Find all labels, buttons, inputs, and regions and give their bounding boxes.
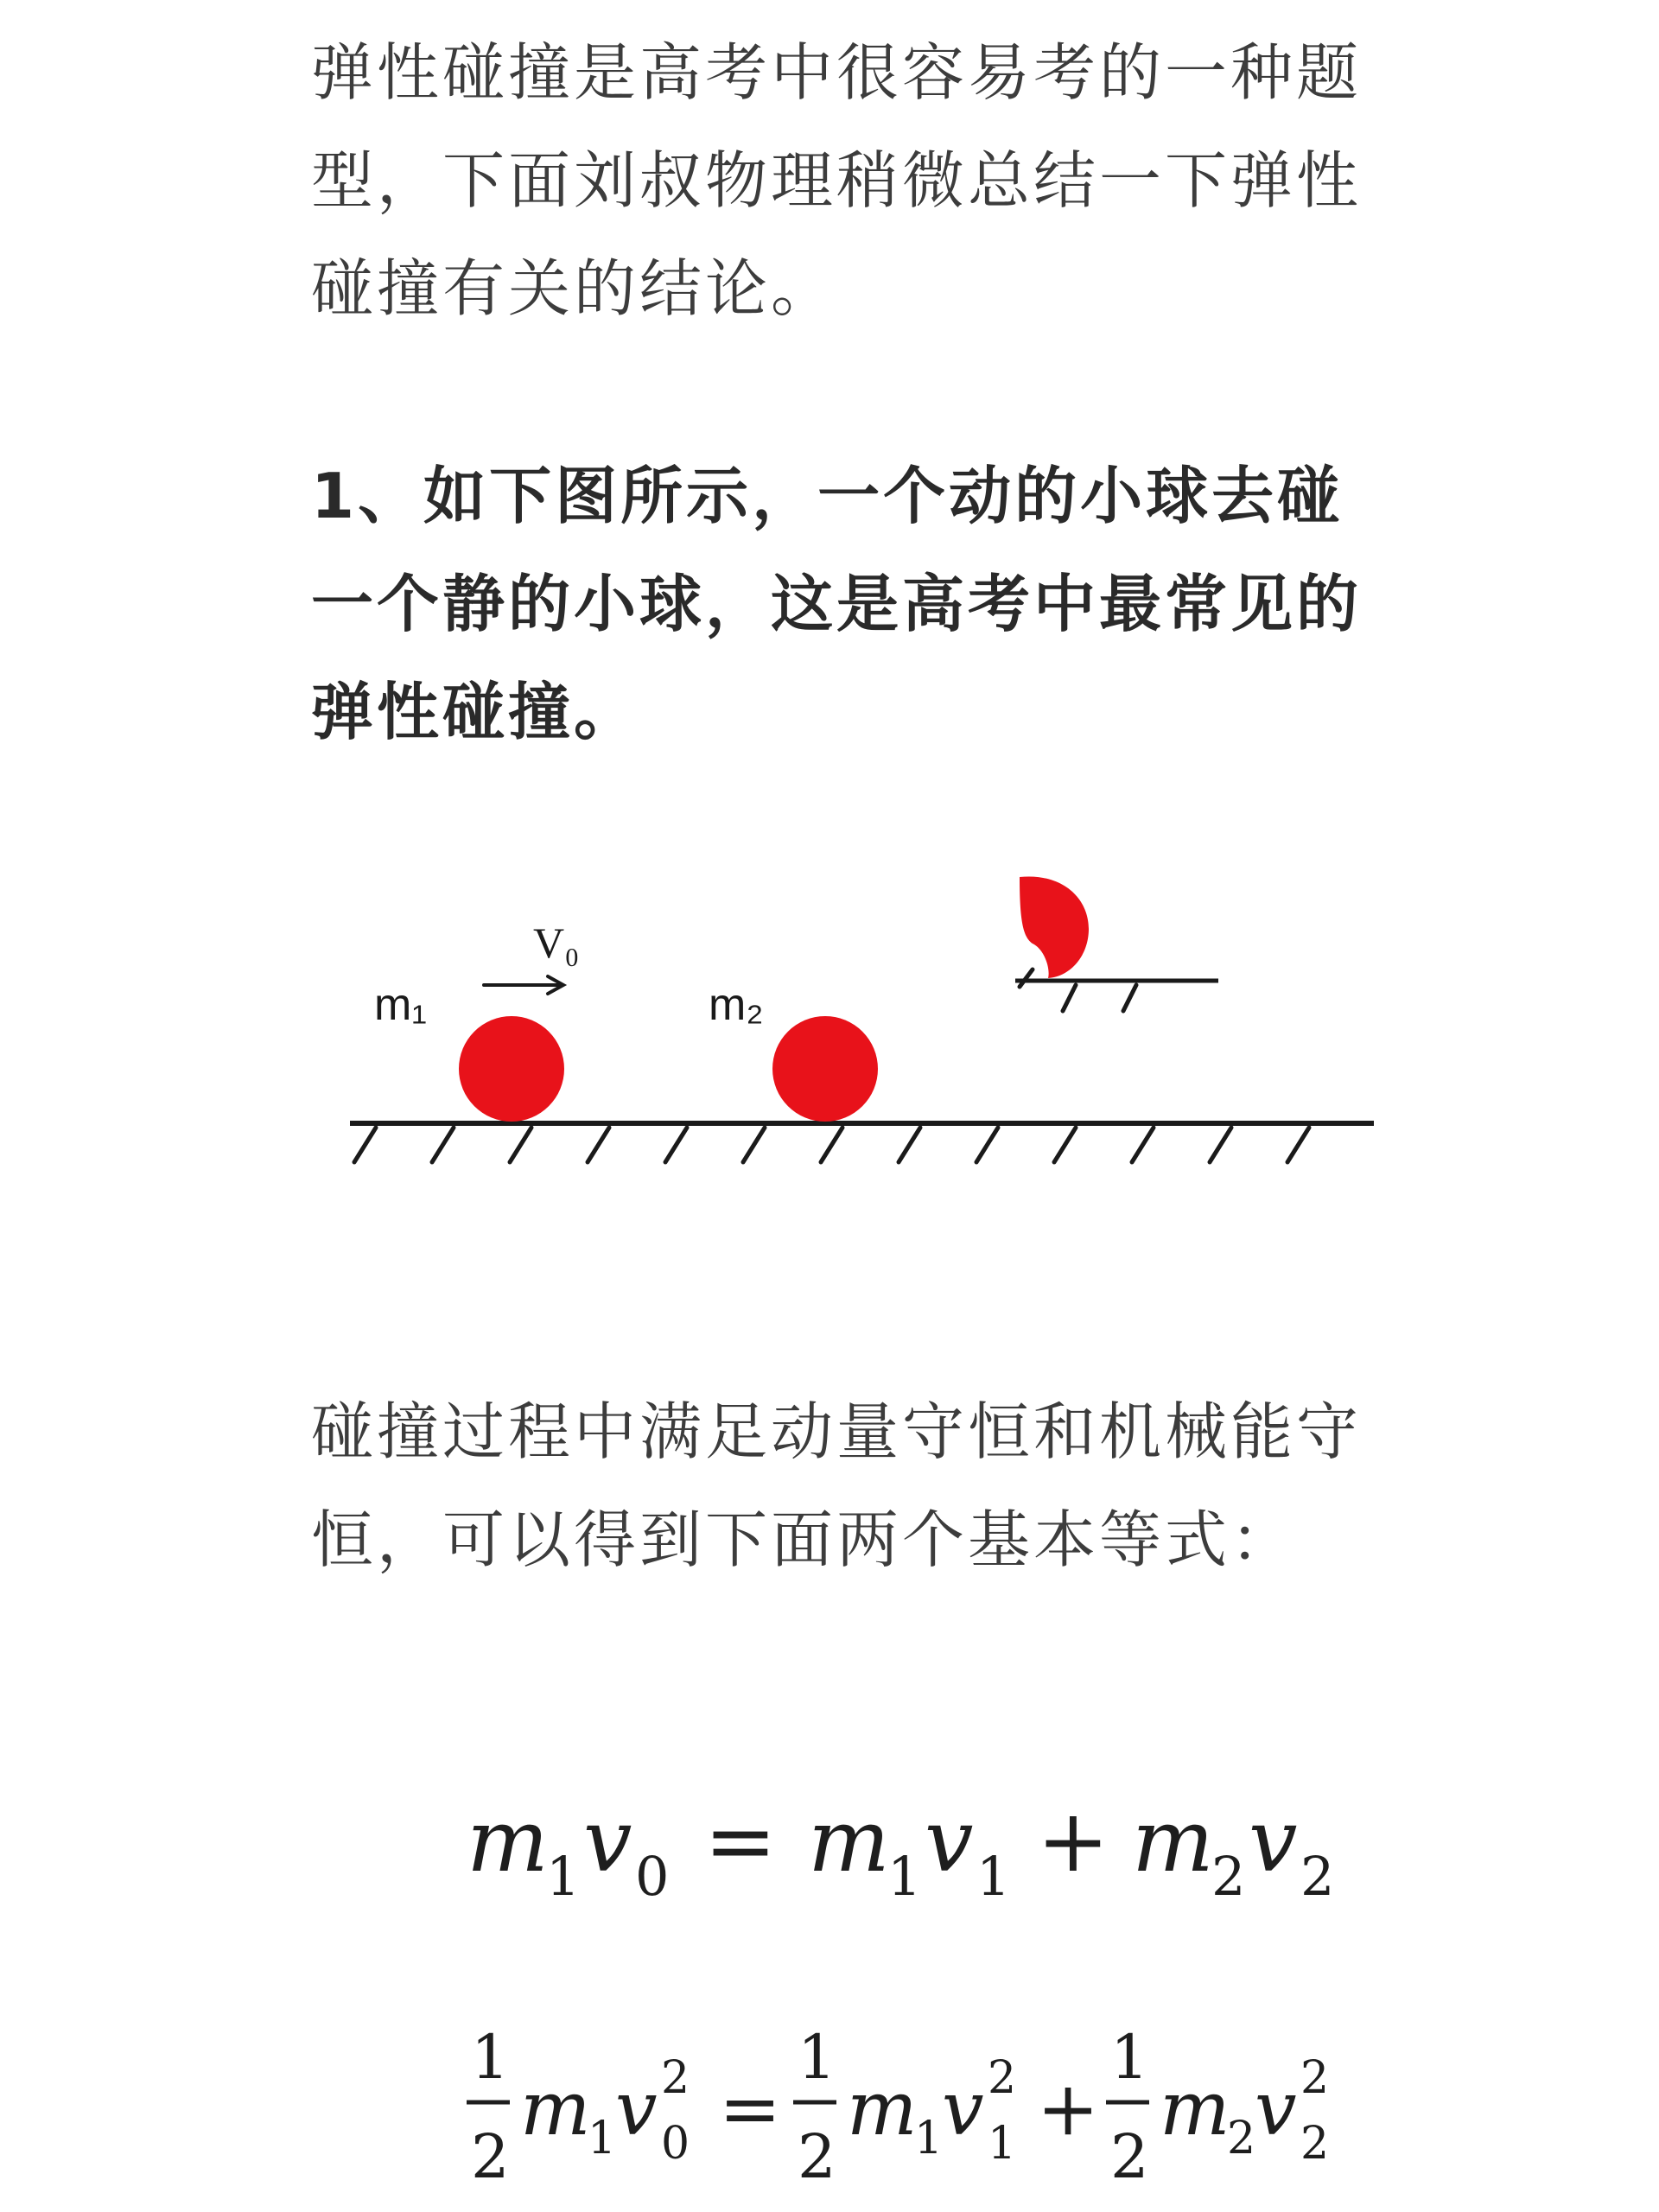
eq2-r1-m: m [847, 2066, 918, 2152]
eq2-lhs-v-sub: 0 [661, 2118, 690, 2170]
eq2-lhs-frac-den: 2 [471, 2121, 510, 2192]
eq2-r1-v: v [942, 2066, 984, 2152]
eq2-r1-m-sub: 1 [914, 2113, 944, 2164]
eq2-r2-m-sub: 2 [1227, 2113, 1256, 2164]
ball-m2 [772, 1016, 878, 1122]
eq2-r1-v-pow: 2 [988, 2052, 1017, 2104]
ball-m2-label: m₂ [709, 980, 764, 1030]
eq1-lhs-m-sub: 1 [546, 1845, 581, 1905]
eq1-r2-m-sub: 2 [1211, 1845, 1246, 1905]
eq1-lhs-m: m [467, 1790, 549, 1891]
collision-diagram [328, 847, 1400, 1227]
ground-hatches [354, 1128, 1309, 1162]
partial-ball [1020, 876, 1089, 978]
eq1-plus: + [1037, 1790, 1109, 1891]
eq1-r1-v: v [925, 1790, 974, 1891]
eq1-equals: = [704, 1790, 777, 1891]
intro-paragraph: 弹性碰撞是高考中很容易考的一种题型，下面刘叔物理稍微总结一下弹性碰撞有关的结论。 [311, 36, 1363, 325]
momentum-equation-svg [467, 1784, 1382, 1905]
momentum-equation [467, 1784, 1382, 1905]
eq1-r1-m: m [808, 1790, 890, 1891]
eq2-plus: + [1037, 2066, 1100, 2152]
ball-m1-label: m₁ [374, 980, 427, 1030]
ledge-hatches [1020, 969, 1136, 1011]
eq1-lhs-v-sub: 0 [635, 1845, 670, 1905]
eq2-equals: = [719, 2066, 782, 2152]
eq2-r2-frac-num: 1 [1110, 2022, 1149, 2093]
velocity-arrow-icon [484, 976, 563, 994]
conservation-paragraph: 碰撞过程中满足动量守恒和机械能守恒，可以得到下面两个基本等式： [311, 1395, 1363, 1576]
eq1-r2-v: v [1249, 1790, 1298, 1891]
eq2-r2-v-pow: 2 [1300, 2052, 1330, 2104]
collision-figure [328, 847, 1400, 1227]
eq2-r2-frac-den: 2 [1110, 2121, 1149, 2192]
eq1-r1-m-sub: 1 [887, 1845, 922, 1905]
eq2-lhs-v-pow: 2 [661, 2052, 690, 2104]
eq2-r1-frac-den: 2 [798, 2121, 836, 2192]
eq2-r2-v: v [1255, 2066, 1297, 2152]
point-1-paragraph: 1、如下图所示，一个动的小球去碰一个静的小球，这是高考中最常见的弹性碰撞。 [311, 460, 1363, 748]
eq2-lhs-m: m [520, 2066, 591, 2152]
energy-equation [467, 2013, 1382, 2195]
eq1-r1-v-sub: 1 [976, 1845, 1011, 1905]
eq2-r2-v-sub: 2 [1300, 2118, 1330, 2170]
eq1-lhs-v: v [583, 1790, 632, 1891]
eq1-r2-v-sub: 2 [1300, 1845, 1335, 1905]
eq2-r2-m: m [1160, 2066, 1230, 2152]
eq2-r1-v-sub: 1 [988, 2118, 1017, 2170]
eq2-r1-frac-num: 1 [798, 2022, 836, 2093]
eq2-lhs-frac-num: 1 [471, 2022, 510, 2093]
velocity-label: V₀ [533, 918, 580, 967]
eq2-lhs-v: v [615, 2066, 658, 2152]
energy-equation-svg [467, 2013, 1382, 2195]
ball-m1 [459, 1016, 564, 1122]
eq1-r2-m: m [1132, 1790, 1214, 1891]
eq2-lhs-m-sub: 1 [588, 2113, 617, 2164]
